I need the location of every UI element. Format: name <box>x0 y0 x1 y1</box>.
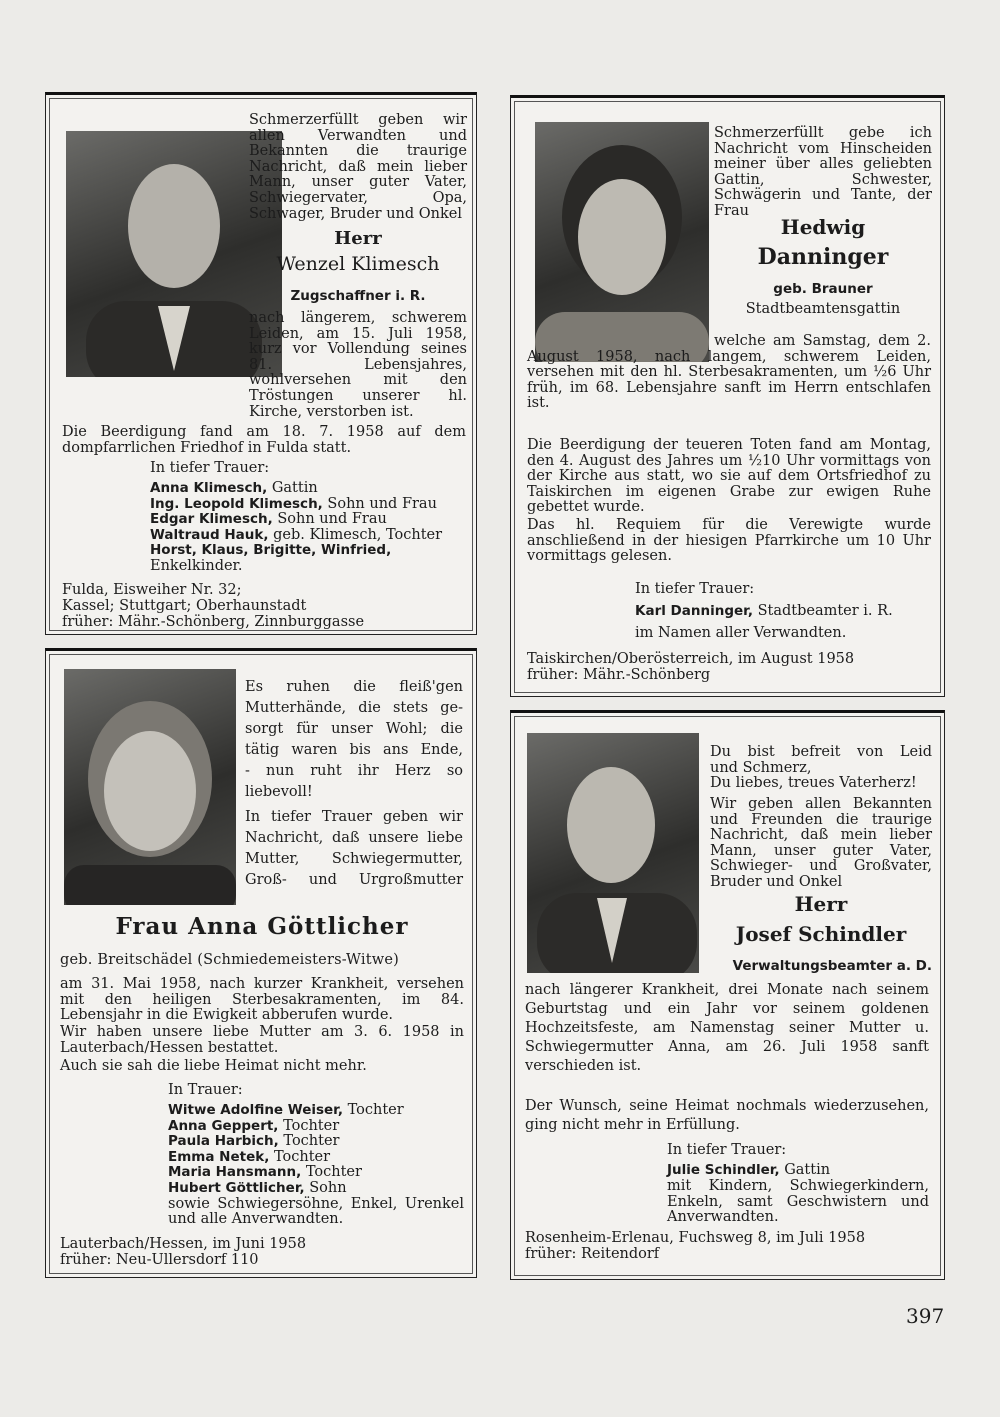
poem-line: und Schmerz, <box>710 759 812 776</box>
address-line: früher: Mähr.-Schönberg <box>527 667 711 683</box>
portrait-photo-man <box>527 733 699 973</box>
mourner-row: Emma Netek, Tochter <box>168 1148 331 1165</box>
mourner-row: Waltraud Hauk, geb. Klimesch, Tochter <box>150 526 443 543</box>
mourning-heading: In tiefer Trauer: <box>635 581 755 597</box>
mourner-row: Julie Schindler, Gattin <box>667 1162 831 1178</box>
address-line: früher: Reitendorf <box>525 1246 660 1262</box>
poem <box>710 745 932 792</box>
death-text: am 31. Mai 1958, nach kurzer Krankheit, versehen mit den heiligen Sterbesakramenten, im 84. Lebensjahr in die Ewigkeit abberufen wurde. <box>60 976 464 1024</box>
intro-text <box>245 807 463 891</box>
mourner-row: Hubert Göttlicher, Sohn <box>168 1179 347 1196</box>
burial-text: Die Beerdigung fand am 18. 7. 1958 auf dem dompfarrlichen Friedhof in Fulda statt. <box>62 424 466 456</box>
address-line: Lauterbach/Hessen, im Juni 1958 <box>60 1236 307 1252</box>
intro-line: Mutter, Schwiegermutter, <box>245 851 463 867</box>
deceased-name: Wenzel Klimesch <box>276 253 440 275</box>
obituary-wenzel-klimesch <box>45 92 477 635</box>
other-mourners: sowie Schwiegersöhne, Enkel, Urenkel und alle Anverwandten. <box>168 1195 464 1228</box>
mourner-list <box>168 1103 468 1228</box>
mourner-row: Anna Geppert, Tochter <box>168 1117 340 1134</box>
address-line: früher: Mähr.-Schönberg, Zinnburggasse <box>62 614 365 630</box>
address-line: Taiskirchen/Oberösterreich, im August 1958 <box>527 651 855 667</box>
poem-line: Du liebes, treues Vaterherz! <box>710 775 917 792</box>
title-herr: Herr <box>794 892 848 916</box>
deceased-last-name: Danninger <box>757 244 889 270</box>
title-herr: Herr <box>334 228 382 249</box>
occupation: Stadtbeamtensgattin <box>745 301 901 317</box>
address-line: Fulda, Eisweiher Nr. 32; <box>62 582 242 598</box>
occupation: Verwaltungsbeamter a. D. <box>732 958 932 974</box>
mourner-row: Witwe Adolfine Weiser, Tochter <box>168 1102 404 1118</box>
portrait-photo-elderly-woman <box>64 669 236 905</box>
mourner-row: Anna Klimesch, Gattin <box>150 480 318 496</box>
death-text: welche am Samstag, dem 2. August 1958, nach langem, schwerem Leiden, versehen mit den hl. Sterbesakramenten, um ½6 Uhr früh, im 68. Lebensjahre sanft im Herrn entschlafen ist. <box>527 333 931 412</box>
intro-text: Schmerzerfüllt geben wir allen Verwandten und Bekannten die traurige Nachricht, daß mein lieber Mann, unser guter Vater, Schwiegervater, Opa, Schwager, Bruder und Onkel <box>249 112 467 222</box>
deceased-name: Josef Schindler <box>735 922 907 946</box>
mourner-row: Maria Hansmann, Tochter <box>168 1164 362 1181</box>
mourner-row: Edgar Klimesch, Sohn und Frau <box>150 511 387 528</box>
mourning-heading: In Trauer: <box>168 1082 243 1098</box>
intro-line: Groß- und Urgroßmutter <box>245 872 463 888</box>
poem-line: sorgt für unser Wohl; die <box>245 721 463 737</box>
burial-text: Die Beerdigung der teueren Toten fand am Montag, den 4. August des Jahres um ½10 Uhr vormittags von der Kirche aus statt, wo sie auf dem Ortsfriedhof zu Taiskirchen im eigenen Grabe zur ewigen Ruhe gebettet wurde. <box>527 437 931 516</box>
poem-line: tätig waren bis ans Ende, <box>245 742 463 758</box>
poem-line: Du bist befreit von Leid <box>710 744 932 760</box>
address-line: früher: Neu-Ullersdorf 110 <box>60 1252 259 1268</box>
requiem-text: Das hl. Requiem für die Verewigte wurde anschließend in der hiesigen Pfarrkirche um 10 Uhr vormittags gelesen. <box>527 517 931 565</box>
address-line: Rosenheim-Erlenau, Fuchsweg 8, im Juli 1958 <box>525 1230 866 1246</box>
death-text: nach längerer Krankheit, drei Monate nach seinem Geburtstag und ein Jahr vor seinem goldenen Hochzeitsfeste, am Namenstag seiner Mutter u. Schwiegermutter Anna, am 26. Juli 1958 sanft verschieden ist. <box>525 982 929 1074</box>
deceased-name: Frau Anna Göttlicher <box>115 913 409 940</box>
page-number: 397 <box>906 1304 945 1328</box>
obituary-anna-goettlicher <box>45 648 477 1278</box>
intro-text: Schmerzerfüllt gebe ich Nachricht vom Hinscheiden meiner über alles geliebten Gattin, Schwester, Schwägerin und Tante, der Frau <box>714 125 932 219</box>
mourner-note: mit Kindern, Schwiegerkindern, Enkeln, samt Geschwistern und Anverwandten. <box>667 1178 929 1226</box>
poem <box>245 677 463 803</box>
wish-text: Der Wunsch, seine Heimat nochmals wiederzusehen, ging nicht mehr in Erfüllung. <box>525 1098 929 1133</box>
poem-line: - nun ruht ihr Herz so <box>245 763 463 779</box>
deceased-first-name: Hedwig <box>780 215 866 239</box>
obituary-josef-schindler <box>510 710 945 1280</box>
mourning-heading: In tiefer Trauer: <box>667 1142 787 1158</box>
mourner-row: Horst, Klaus, Brigitte, Winfried, <box>150 542 392 559</box>
mourner-row: Ing. Leopold Klimesch, Sohn und Frau <box>150 495 437 512</box>
portrait-photo-woman <box>535 122 709 362</box>
death-text: nach längerem, schwerem Leiden, am 15. Juli 1958, kurz vor Vollendung seines 81. Lebensjahres, wohlversehen mit den Tröstungen unserer hl. Kirche, verstorben ist. <box>249 310 467 420</box>
mourning-heading: In tiefer Trauer: <box>150 460 270 476</box>
intro-text: Wir geben allen Bekannten und Freunden die traurige Nachricht, daß mein lieber Mann, unser guter Vater, Schwieger- und Großvater, Bruder und Onkel <box>710 796 932 890</box>
occupation: Zugschaffner i. R. <box>290 288 426 304</box>
obituary-hedwig-danninger <box>510 95 945 697</box>
burial-text: Wir haben unsere liebe Mutter am 3. 6. 1958 in Lauterbach/Hessen bestattet. <box>60 1024 464 1056</box>
poem-line: Mutterhände, die stets ge- <box>245 700 463 716</box>
maiden-name: geb. Brauner <box>773 281 873 297</box>
intro-line: In tiefer Trauer geben wir <box>245 809 463 825</box>
maiden-name: geb. Breitschädel (Schmiedemeisters-Witwe) <box>60 952 399 968</box>
mourner-row: Karl Danninger, Stadtbeamter i. R. <box>635 603 893 619</box>
address-line: Kassel; Stuttgart; Oberhaunstadt <box>62 598 307 614</box>
intro-line: Nachricht, daß unsere liebe <box>245 830 463 846</box>
grandchildren-label: Enkelkinder. <box>150 557 243 574</box>
mourner-row: Paula Harbich, Tochter <box>168 1133 340 1150</box>
mourner-note: im Namen aller Verwandten. <box>635 625 847 641</box>
homeland-text: Auch sie sah die liebe Heimat nicht mehr. <box>60 1058 367 1074</box>
poem-line: liebevoll! <box>245 784 313 800</box>
mourner-list <box>150 481 470 575</box>
poem-line: Es ruhen die fleiß'gen <box>245 679 463 695</box>
